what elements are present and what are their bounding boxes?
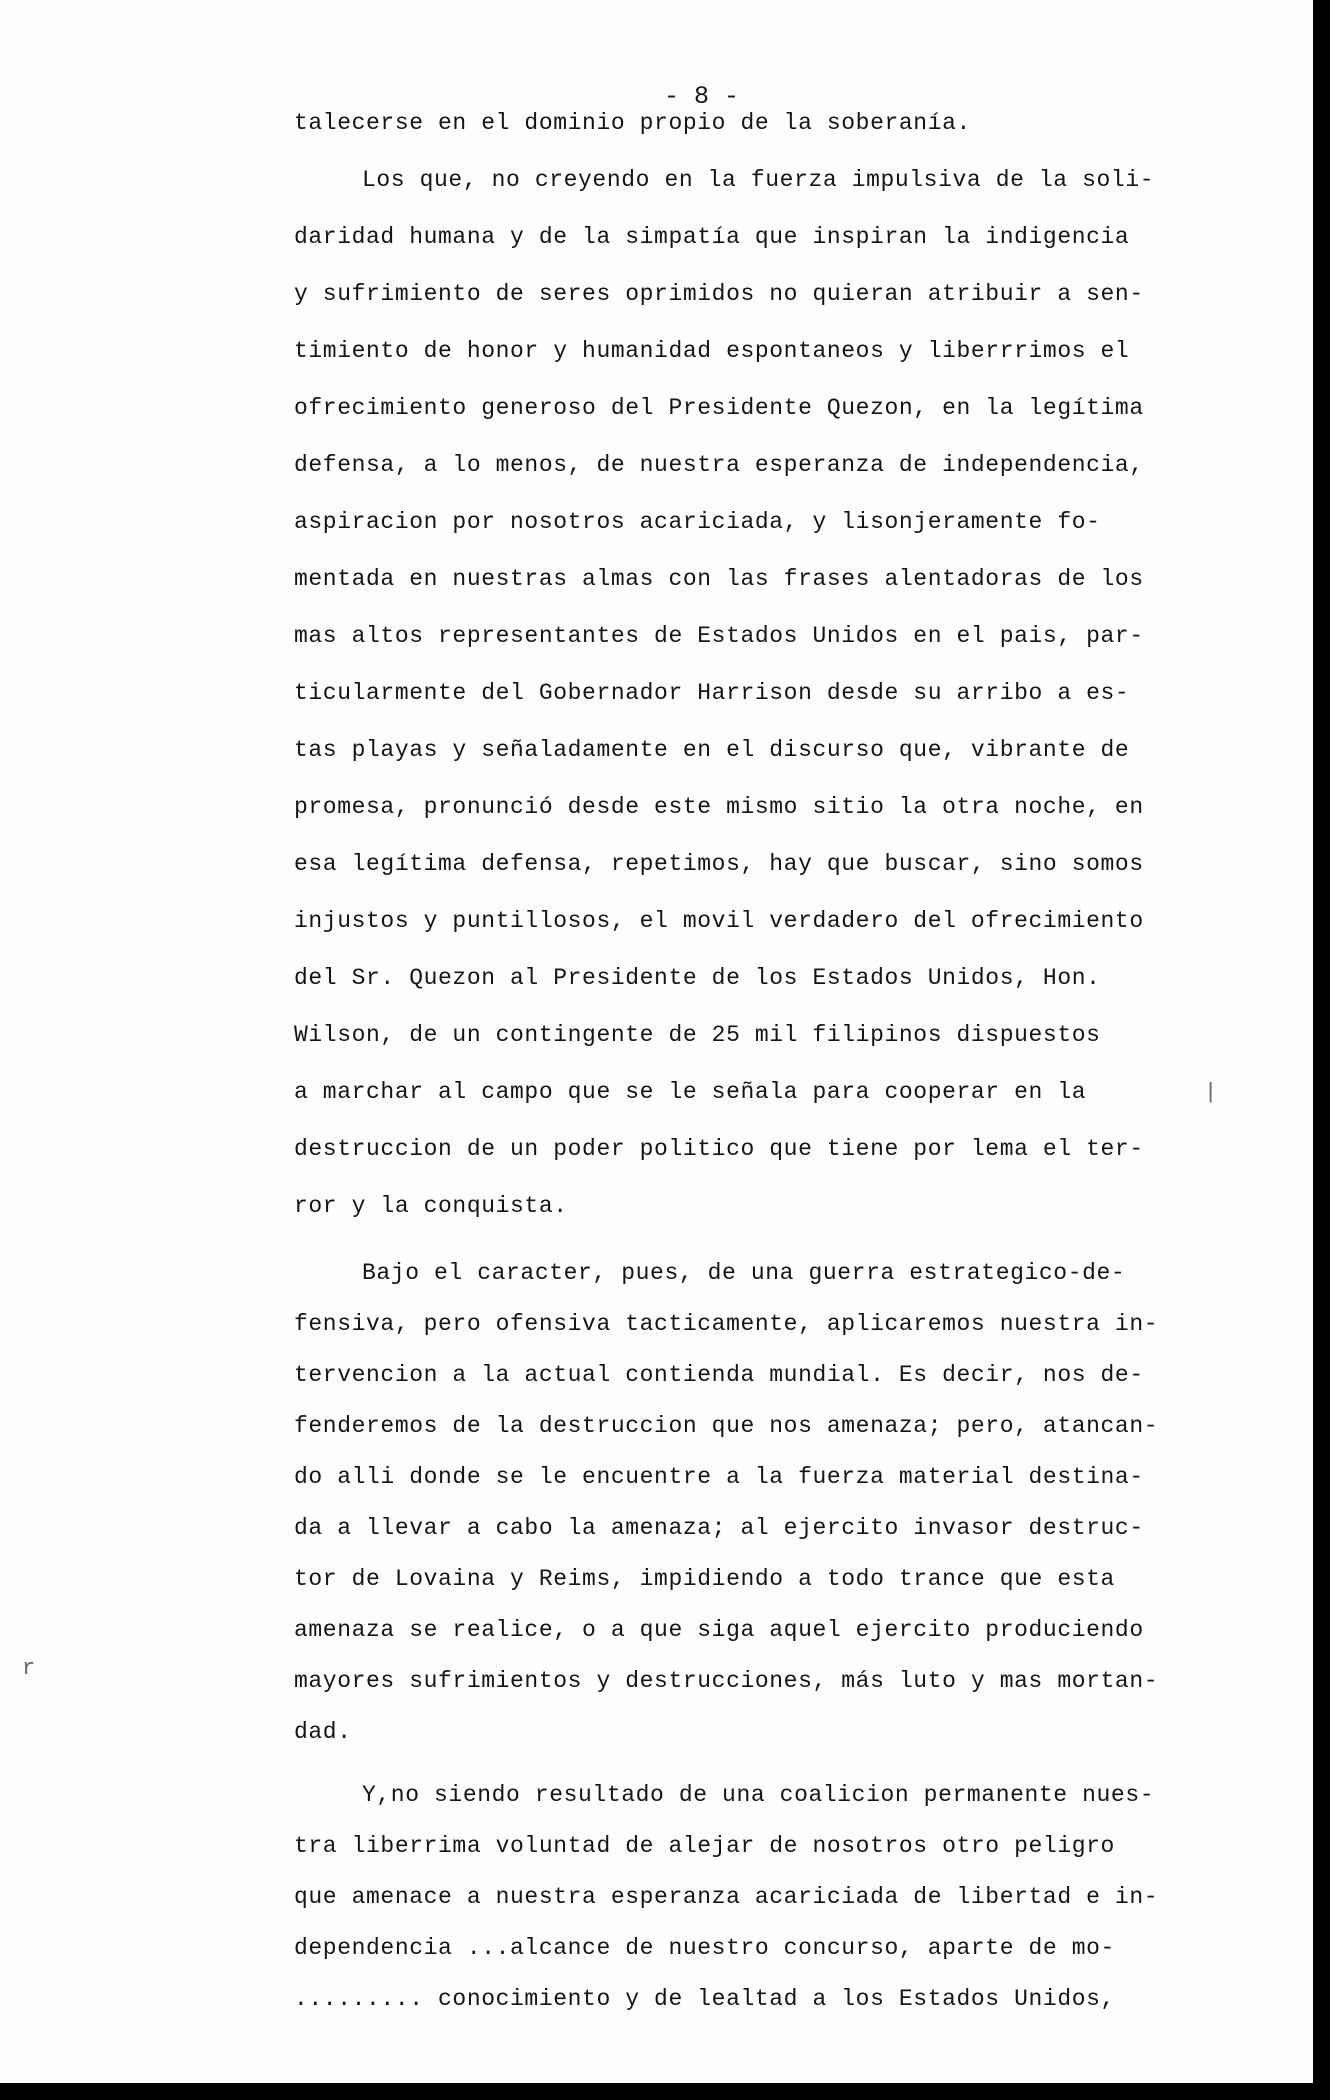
text-line: a marchar al campo que se le señala para cooperar en la [294,1079,1087,1105]
text-line: dad. [294,1719,352,1745]
text-line: ......... conocimiento y de lealtad a los Estados Unidos, [294,1986,1115,2012]
page-number: - 8 - [663,82,739,111]
text-line: talecerse en el dominio propio de la soberanía. [294,110,971,136]
text-line: timiento de honor y humanidad espontaneos y liberrrimos el [294,338,1130,364]
text-line: Wilson, de un contingente de 25 mil filipinos dispuestos [294,1022,1101,1048]
scan-mark: r [22,1656,36,1681]
text-line: del Sr. Quezon al Presidente de los Estados Unidos, Hon. [294,965,1101,991]
scan-mark: | [1204,1080,1218,1105]
text-line: tor de Lovaina y Reims, impidiendo a todo trance que esta [294,1566,1115,1592]
text-line: tra liberrima voluntad de alejar de nosotros otro peligro [294,1833,1115,1859]
text-line: que amenace a nuestra esperanza acariciada de libertad e in- [294,1884,1159,1910]
text-line: Los que, no creyendo en la fuerza impulsiva de la soli- [362,167,1155,193]
text-line: da a llevar a cabo la amenaza; al ejercito invasor destruc- [294,1515,1144,1541]
text-line: defensa, a lo menos, de nuestra esperanza de independencia, [294,452,1144,478]
text-line: mayores sufrimientos y destrucciones, más luto y mas mortan- [294,1668,1159,1694]
text-line: promesa, pronunció desde este mismo sitio la otra noche, en [294,794,1144,820]
text-line: tas playas y señaladamente en el discurso que, vibrante de [294,737,1130,763]
text-line: tervencion a la actual contienda mundial. Es decir, nos de- [294,1362,1144,1388]
text-line: amenaza se realice, o a que siga aquel ejercito produciendo [294,1617,1144,1643]
text-line: aspiracion por nosotros acariciada, y lisonjeramente fo- [294,509,1101,535]
text-line: mentada en nuestras almas con las frases alentadoras de los [294,566,1144,592]
text-line: injustos y puntillosos, el movil verdadero del ofrecimiento [294,908,1144,934]
text-line: Bajo el caracter, pues, de una guerra estrategico-de- [362,1260,1126,1286]
text-line: y sufrimiento de seres oprimidos no quieran atribuir a sen- [294,281,1144,307]
text-line: esa legítima defensa, repetimos, hay que buscar, sino somos [294,851,1144,877]
text-line: ticularmente del Gobernador Harrison desde su arribo a es- [294,680,1130,706]
text-line: ror y la conquista. [294,1193,568,1219]
text-line: daridad humana y de la simpatía que inspiran la indigencia [294,224,1130,250]
text-line: fensiva, pero ofensiva tacticamente, aplicaremos nuestra in- [294,1311,1159,1337]
text-line: mas altos representantes de Estados Unidos en el pais, par- [294,623,1144,649]
text-line: do alli donde se le encuentre a la fuerza material destina- [294,1464,1144,1490]
text-line: dependencia ...alcance de nuestro concurso, aparte de mo- [294,1935,1115,1961]
text-line: ofrecimiento generoso del Presidente Quezon, en la legítima [294,395,1144,421]
text-line: fenderemos de la destruccion que nos amenaza; pero, atancan- [294,1413,1159,1439]
text-line: Y,no siendo resultado de una coalicion permanente nues- [362,1782,1155,1808]
text-line: destruccion de un poder politico que tiene por lema el ter- [294,1136,1144,1162]
